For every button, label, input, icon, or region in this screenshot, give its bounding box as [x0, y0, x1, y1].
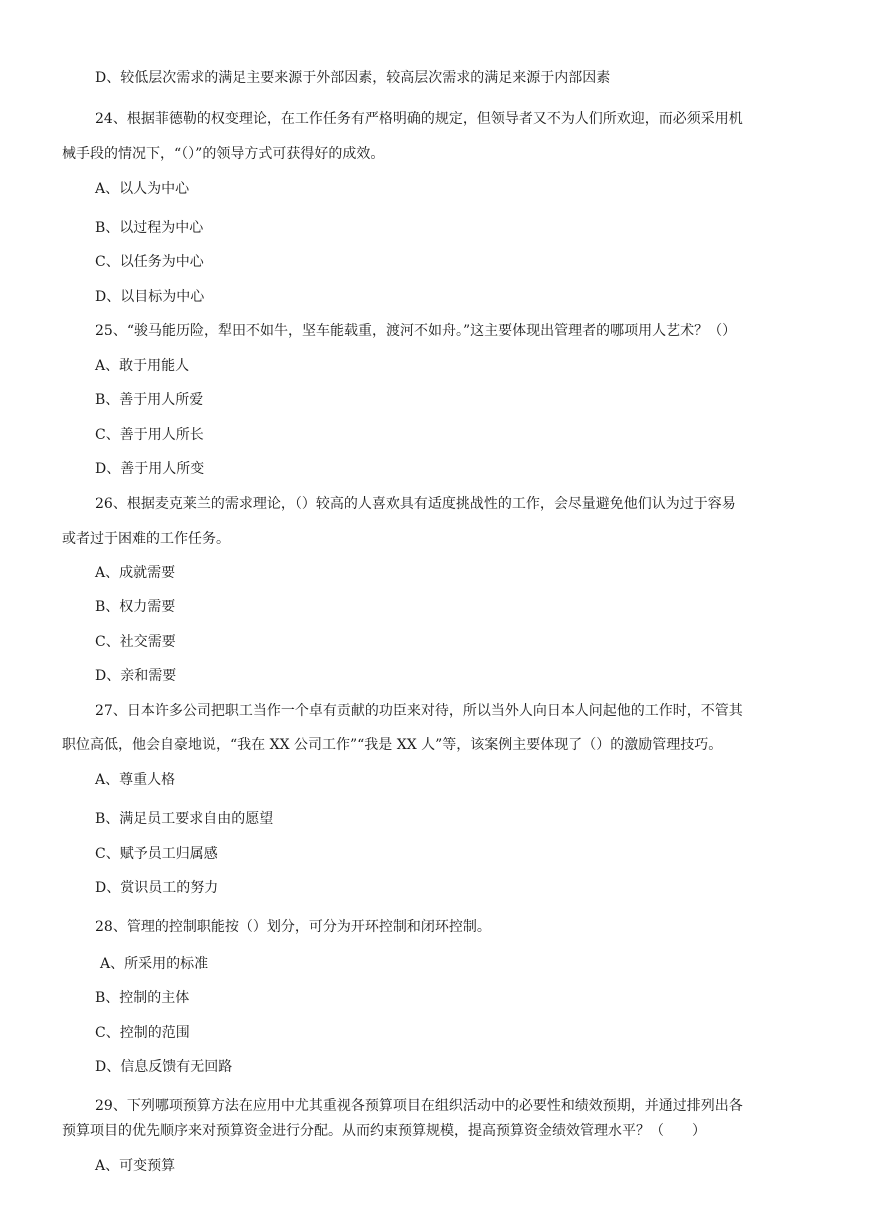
q26-option-b: B、权力需要 [95, 599, 176, 615]
q28-option-a: A、所采用的标准 [100, 956, 209, 972]
q28-option-d: D、信息反馈有无回路 [95, 1059, 233, 1075]
q29-stem-line1: 29、下列哪项预算方法在应用中尤其重视各预算项目在组织活动中的必要性和绩效预期，并通过排列出各 [95, 1098, 743, 1114]
q26-stem-line2: 或者过于困难的工作任务。 [62, 531, 230, 547]
q27-option-b: B、满足员工要求自由的愿望 [95, 811, 274, 827]
q26-option-d: D、亲和需要 [95, 668, 177, 684]
q26-stem-line1: 26、根据麦克莱兰的需求理论，（）较高的人喜欢具有适度挑战性的工作，会尽量避免他们认为过于容易 [95, 496, 736, 512]
q27-stem-line1: 27、日本许多公司把职工当作一个卓有贡献的功臣来对待，所以当外人向日本人问起他的工作时，不管其 [95, 703, 743, 719]
q25-option-a: A、敢于用能人 [95, 358, 190, 374]
q23-option-d: D、较低层次需求的满足主要来源于外部因素，较高层次需求的满足来源于内部因素 [95, 70, 611, 86]
q25-option-b: B、善于用人所爱 [95, 392, 204, 408]
q27-option-a: A、尊重人格 [95, 772, 176, 788]
q29-option-a: A、可变预算 [95, 1158, 176, 1174]
q28-option-c: C、控制的范围 [95, 1025, 190, 1041]
q25-stem-line1: 25、“骏马能历险，犁田不如牛，坚车能载重，渡河不如舟。”这主要体现出管理者的哪项用人艺术？（） [95, 323, 737, 339]
q24-option-a: A、以人为中心 [95, 181, 190, 197]
q24-stem-line2: 械手段的情况下，“（）”的领导方式可获得好的成效。 [62, 146, 385, 162]
q27-option-d: D、赏识员工的努力 [95, 880, 219, 896]
q24-stem-line1: 24、根据菲德勒的权变理论，在工作任务有严格明确的规定，但领导者又不为人们所欢迎，而必须采用机 [95, 111, 743, 127]
q24-option-c: C、以任务为中心 [95, 254, 204, 270]
q29-stem-line2: 预算项目的优先顺序来对预算资金进行分配。从而约束预算规模，提高预算资金绩效管理水平？（ ） [62, 1123, 706, 1139]
q28-stem-line1: 28、管理的控制职能按（）划分，可分为开环控制和闭环控制。 [95, 919, 491, 935]
q24-option-d: D、以目标为中心 [95, 289, 205, 305]
q27-option-c: C、赋予员工归属感 [95, 846, 218, 862]
q26-option-c: C、社交需要 [95, 634, 176, 650]
q27-stem-line2: 职位高低，他会自豪地说，“我在 XX 公司工作”“我是 XX 人”等，该案例主要体现了（）的激励管理技巧。 [62, 737, 723, 753]
q25-option-c: C、善于用人所长 [95, 427, 204, 443]
q26-option-a: A、成就需要 [95, 565, 176, 581]
q25-option-d: D、善于用人所变 [95, 461, 205, 477]
q28-option-b: B、控制的主体 [95, 990, 190, 1006]
q24-option-b: B、以过程为中心 [95, 220, 204, 236]
